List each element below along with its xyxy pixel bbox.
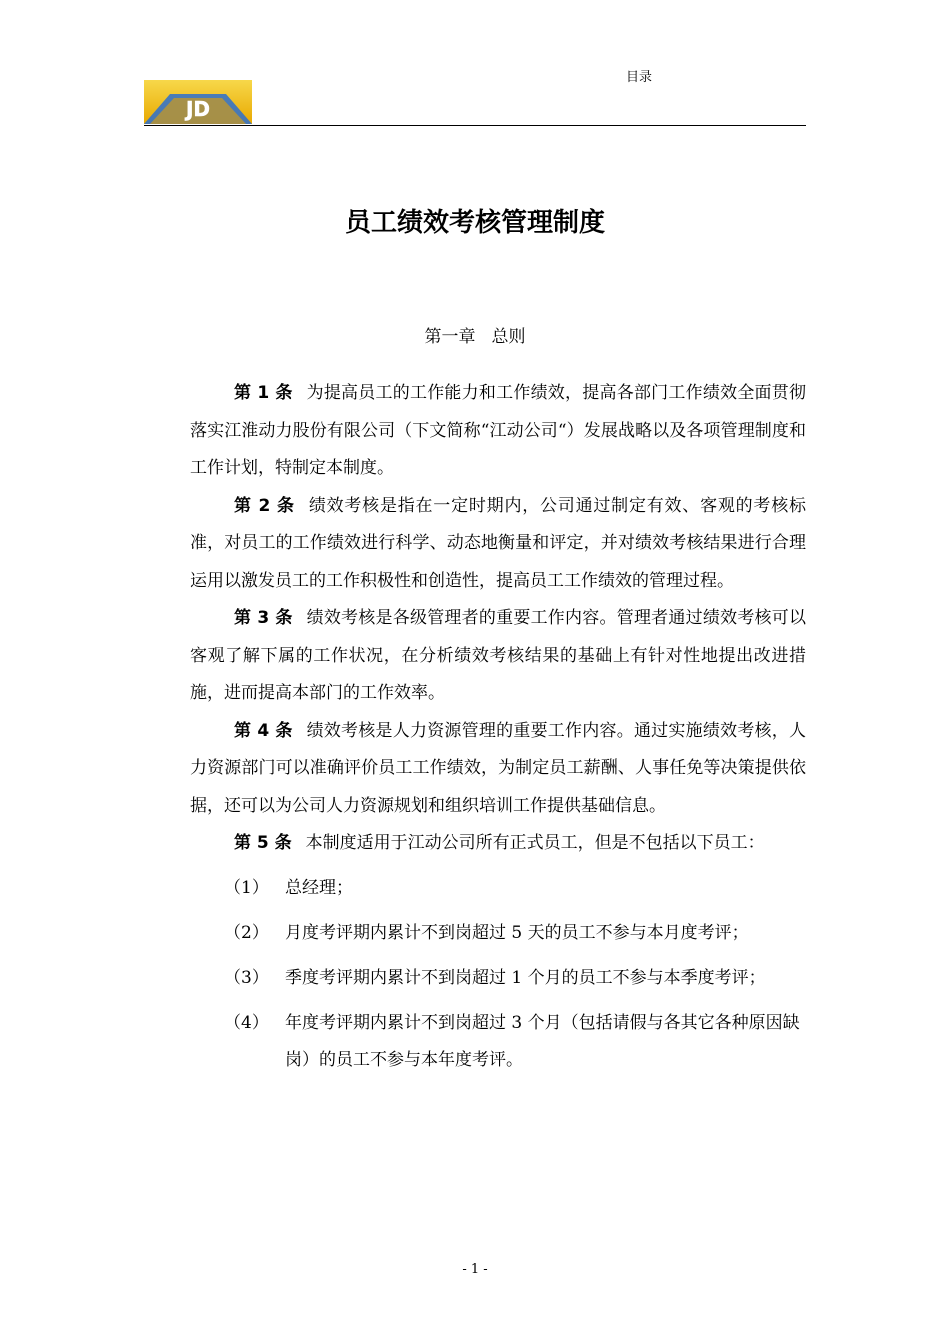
article-text: 本制度适用于江动公司所有正式员工，但是不包括以下员工： <box>305 833 765 853</box>
article-5 <box>190 825 806 863</box>
article-1 <box>190 375 806 488</box>
header-label: 目录 <box>626 70 653 85</box>
list-item <box>190 915 806 952</box>
list-item <box>190 960 806 997</box>
list-item-number: （2） <box>224 922 269 943</box>
exclusion-list <box>190 870 806 1079</box>
chapter-number: 第一章 <box>424 327 476 347</box>
article-number: 第 3 条 <box>234 608 293 628</box>
list-item-text: 总经理； <box>285 877 353 898</box>
list-item-text: 年度考评期内累计不到岗超过 3 个月（包括请假与各其它各种原因缺岗）的员工不参与本年度考评。 <box>285 1012 800 1070</box>
article-text: 为提高员工的工作能力和工作绩效，提高各部门工作绩效全面贯彻落实江淮动力股份有限公司（下文简称“江动公司“）发展战略以及各项管理制度和工作计划，特制定本制度。 <box>190 383 807 478</box>
page-number: - 1 - <box>462 1262 488 1277</box>
article-text: 绩效考核是人力资源管理的重要工作内容。通过实施绩效考核，人力资源部门可以准确评价员工工作绩效，为制定员工薪酬、人事任免等决策提供依据，还可以为公司人力资源规划和组织培训工作提供基础信息。 <box>190 720 807 816</box>
list-item-number: （4） <box>224 1012 269 1033</box>
chapter-title: 总则 <box>491 327 526 347</box>
article-number: 第 1 条 <box>234 383 293 403</box>
logo-mark: JD <box>185 97 211 121</box>
article-4 <box>190 713 806 826</box>
list-item-number: （1） <box>224 877 269 898</box>
list-item <box>190 1005 806 1079</box>
document-title: 员工绩效考核管理制度 <box>344 208 605 238</box>
company-logo <box>144 80 252 124</box>
list-item-text: 季度考评期内累计不到岗超过 1 个月的员工不参与本季度考评； <box>285 967 766 988</box>
article-number: 第 4 条 <box>234 720 293 741</box>
article-number: 第 2 条 <box>234 495 295 516</box>
list-item-text: 月度考评期内累计不到岗超过 5 天的员工不参与本月度考评； <box>285 922 749 943</box>
document-body <box>190 375 806 1087</box>
article-3 <box>190 600 806 713</box>
article-number: 第 5 条 <box>234 833 292 853</box>
chapter-heading <box>0 322 950 347</box>
article-text: 绩效考核是指在一定时期内，公司通过制定有效、客观的考核标准，对员工的工作绩效进行科学、动态地衡量和评定，并对绩效考核结果进行合理运用以激发员工的工作积极性和创造性，提高员工工作绩效的管理过程。 <box>190 495 807 591</box>
list-item <box>190 870 806 907</box>
list-item-number: （3） <box>224 967 269 988</box>
article-2 <box>190 488 806 601</box>
article-text: 绩效考核是各级管理者的重要工作内容。管理者通过绩效考核可以客观了解下属的工作状况，在分析绩效考核结果的基础上有针对性地提出改进措施，进而提高本部门的工作效率。 <box>190 608 807 703</box>
header-rule <box>144 125 806 126</box>
